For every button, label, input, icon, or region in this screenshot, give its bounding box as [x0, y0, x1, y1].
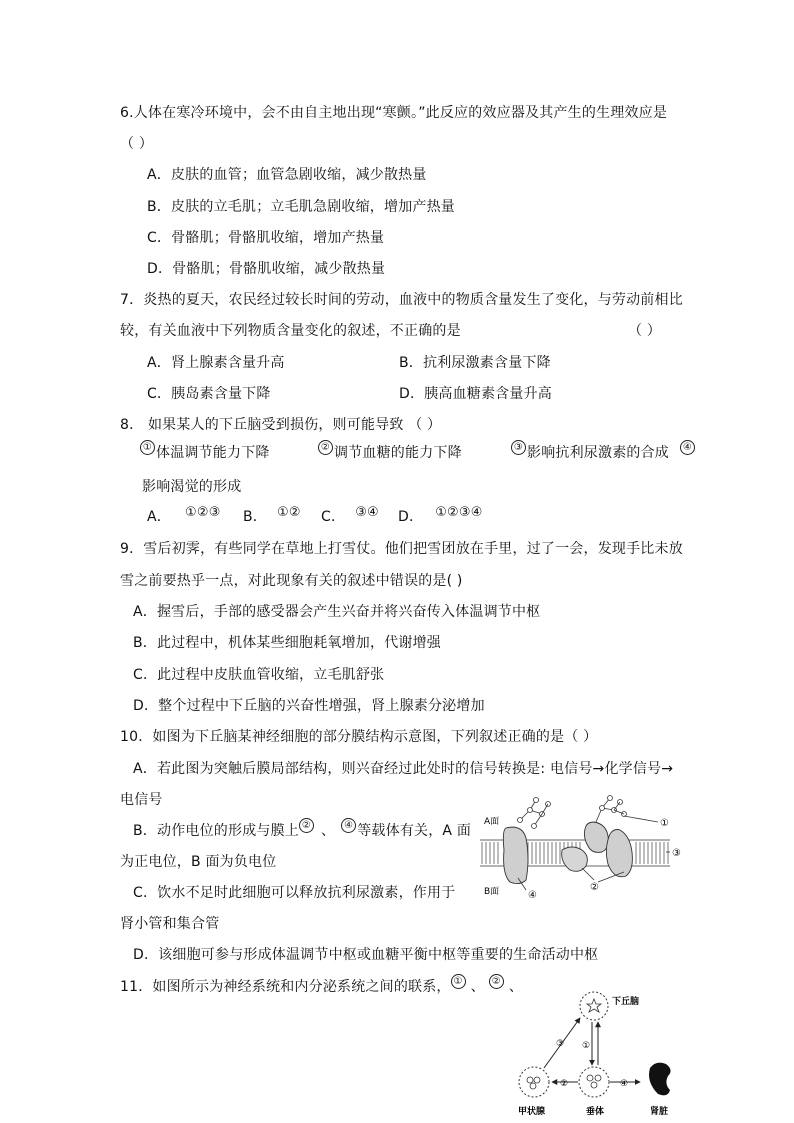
q8-option-b [243, 505, 301, 527]
hypothalamus-label: 下丘脑 [612, 997, 640, 1007]
circled-1: ① [140, 440, 155, 455]
pituitary-label: 垂体 [586, 1107, 605, 1117]
q8-item-4-text: 影响渴觉的形成 [142, 479, 242, 495]
q8-item-2 [318, 441, 462, 462]
arrow-label-4: ④ [620, 1079, 629, 1089]
q10-stem: 10．如图为下丘脑某神经细胞的部分膜结构示意图，下列叙述正确的是（ ） [120, 729, 598, 745]
thyroid-node [519, 1067, 549, 1097]
face-b-label: B面 [484, 887, 500, 897]
q11-stem [120, 975, 524, 996]
circled-2: ② [489, 974, 504, 989]
q6-option-d: D．骨骼肌；骨骼肌收缩，减少散热量 [147, 261, 386, 277]
q8-item-1-text: 体温调节能力下降 [156, 445, 270, 461]
q7-option-a: A．肾上腺素含量升高 [147, 355, 285, 371]
q8-option-d [398, 505, 483, 527]
q8-option-c-label: C． [321, 509, 346, 525]
q6-option-c: C．骨骼肌；骨骼肌收缩，增加产热量 [147, 230, 385, 246]
q10-option-b-sep: 、 [321, 823, 336, 839]
arrow-label-1: ① [582, 1041, 591, 1051]
q8-option-d-value: ①②③④ [435, 505, 483, 520]
q10-option-b-line2: 为正电位，B 面为负电位 [120, 854, 277, 870]
circled-4: ④ [680, 440, 695, 455]
q10-option-b-line1 [133, 819, 472, 840]
channel-protein [606, 830, 632, 877]
thyroid-label: 甲状腺 [518, 1107, 546, 1117]
q8-option-c-value: ③④ [355, 505, 379, 520]
q8-stem: 8． 如果某人的下丘脑受到损伤，则可能导致 （ ） [120, 417, 442, 433]
q8-option-d-label: D． [398, 509, 424, 525]
q8-item-3-text: 影响抗利尿激素的合成 [527, 445, 669, 461]
circled-2: ② [299, 818, 314, 833]
q8-option-a [147, 505, 221, 527]
q8-option-a-value: ①②③ [184, 505, 221, 520]
q9-stem-line2: 雪之前要热乎一点，对此现象有关的叙述中错误的是( ) [120, 573, 463, 589]
glycoprotein-chains [518, 796, 627, 829]
q6-bracket: （ ） [120, 136, 154, 152]
receptor-protein [584, 822, 608, 852]
marker-1: ① [660, 818, 669, 829]
circled-4: ④ [341, 818, 356, 833]
q8-option-b-label: B． [243, 509, 268, 525]
q9-option-a: A．握雪后，手部的感受器会产生兴奋并将兴奋传入体温调节中枢 [133, 604, 541, 620]
marker-3: ③ [672, 848, 681, 859]
circled-3: ③ [511, 440, 526, 455]
q7-option-c: C．胰岛素含量下降 [147, 386, 271, 402]
carrier-protein-2 [562, 847, 588, 871]
q8-option-a-label: A． [147, 509, 171, 525]
q10-option-c-line1: C．饮水不足时此细胞可以释放抗利尿激素，作用于 [133, 885, 456, 901]
marker-2: ② [590, 882, 599, 893]
q8-option-b-value: ①② [277, 505, 301, 520]
q10-option-a-line2: 电信号 [120, 792, 163, 808]
q7-stem-line1: 7．炎热的夏天，农民经过较长时间的劳动，血液中的物质含量发生了变化，与劳动前相比 [120, 292, 683, 308]
q6-option-a: A．皮肤的血管；血管急剧收缩，减少散热量 [147, 167, 427, 183]
kidney-icon [649, 1063, 671, 1096]
q8-item-3 [511, 441, 669, 462]
carrier-protein-4 [503, 827, 528, 883]
q7-option-b: B．抗利尿激素含量下降 [399, 355, 551, 371]
q11-tail: 、 [508, 979, 524, 995]
marker-4: ④ [528, 890, 537, 901]
q10-option-b-suffix: 等载体有关，A 面 [357, 823, 472, 839]
arrow-label-2: ② [560, 1079, 569, 1089]
face-a-label: A面 [484, 817, 500, 827]
q7-stem-line2: 较，有关血液中下列物质含量变化的叙述，不正确的是 [120, 323, 461, 339]
neuro-endocrine-diagram [508, 990, 708, 1120]
q11-stem-text: 11．如图所示为神经系统和内分泌系统之间的联系， [120, 979, 451, 995]
q10-option-b-prefix: B．动作电位的形成与膜上 [133, 823, 300, 839]
q9-option-c: C．此过程中皮肤血管收缩，立毛肌舒张 [133, 667, 385, 683]
membrane-structure-diagram [474, 790, 684, 908]
q7-option-d: D．胰高血糖素含量升高 [399, 386, 552, 402]
kidney-label: 肾脏 [650, 1107, 669, 1117]
arrow-label-3: ③ [556, 1039, 565, 1049]
circled-2: ② [318, 440, 333, 455]
q10-option-a-line1: A．若此图为突触后膜局部结构，则兴奋经过此处时的信号转换是: 电信号→化学信号→ [133, 761, 674, 777]
q7-bracket: （ ） [628, 323, 662, 339]
q8-item-1 [140, 441, 270, 462]
q10-option-c-line2: 肾小管和集合管 [120, 916, 220, 932]
q9-stem-line1: 9．雪后初霁，有些同学在草地上打雪仗。他们把雪团放在手里，过了一会，发现手比未放 [120, 541, 683, 557]
circled-1: ① [451, 974, 466, 989]
q8-option-c [321, 505, 379, 527]
q8-item-4-marker [680, 438, 696, 456]
q10-option-d: D．该细胞可参与形成体温调节中枢或血糖平衡中枢等重要的生命活动中枢 [133, 947, 599, 963]
q6-stem: 6.人体在寒冷环境中，会不由自主地出现“寒颤。”此反应的效应器及其产生的生理效应是 [120, 105, 668, 121]
q6-option-b: B．皮肤的立毛肌；立毛肌急剧收缩，增加产热量 [147, 199, 456, 215]
q11-sep: 、 [470, 979, 485, 995]
q8-item-2-text: 调节血糖的能力下降 [334, 445, 462, 461]
q9-option-d: D．整个过程中下丘脑的兴奋性增强，肾上腺素分泌增加 [133, 698, 485, 714]
q9-option-b: B．此过程中，机体某些细胞耗氧增加，代谢增强 [133, 635, 442, 651]
